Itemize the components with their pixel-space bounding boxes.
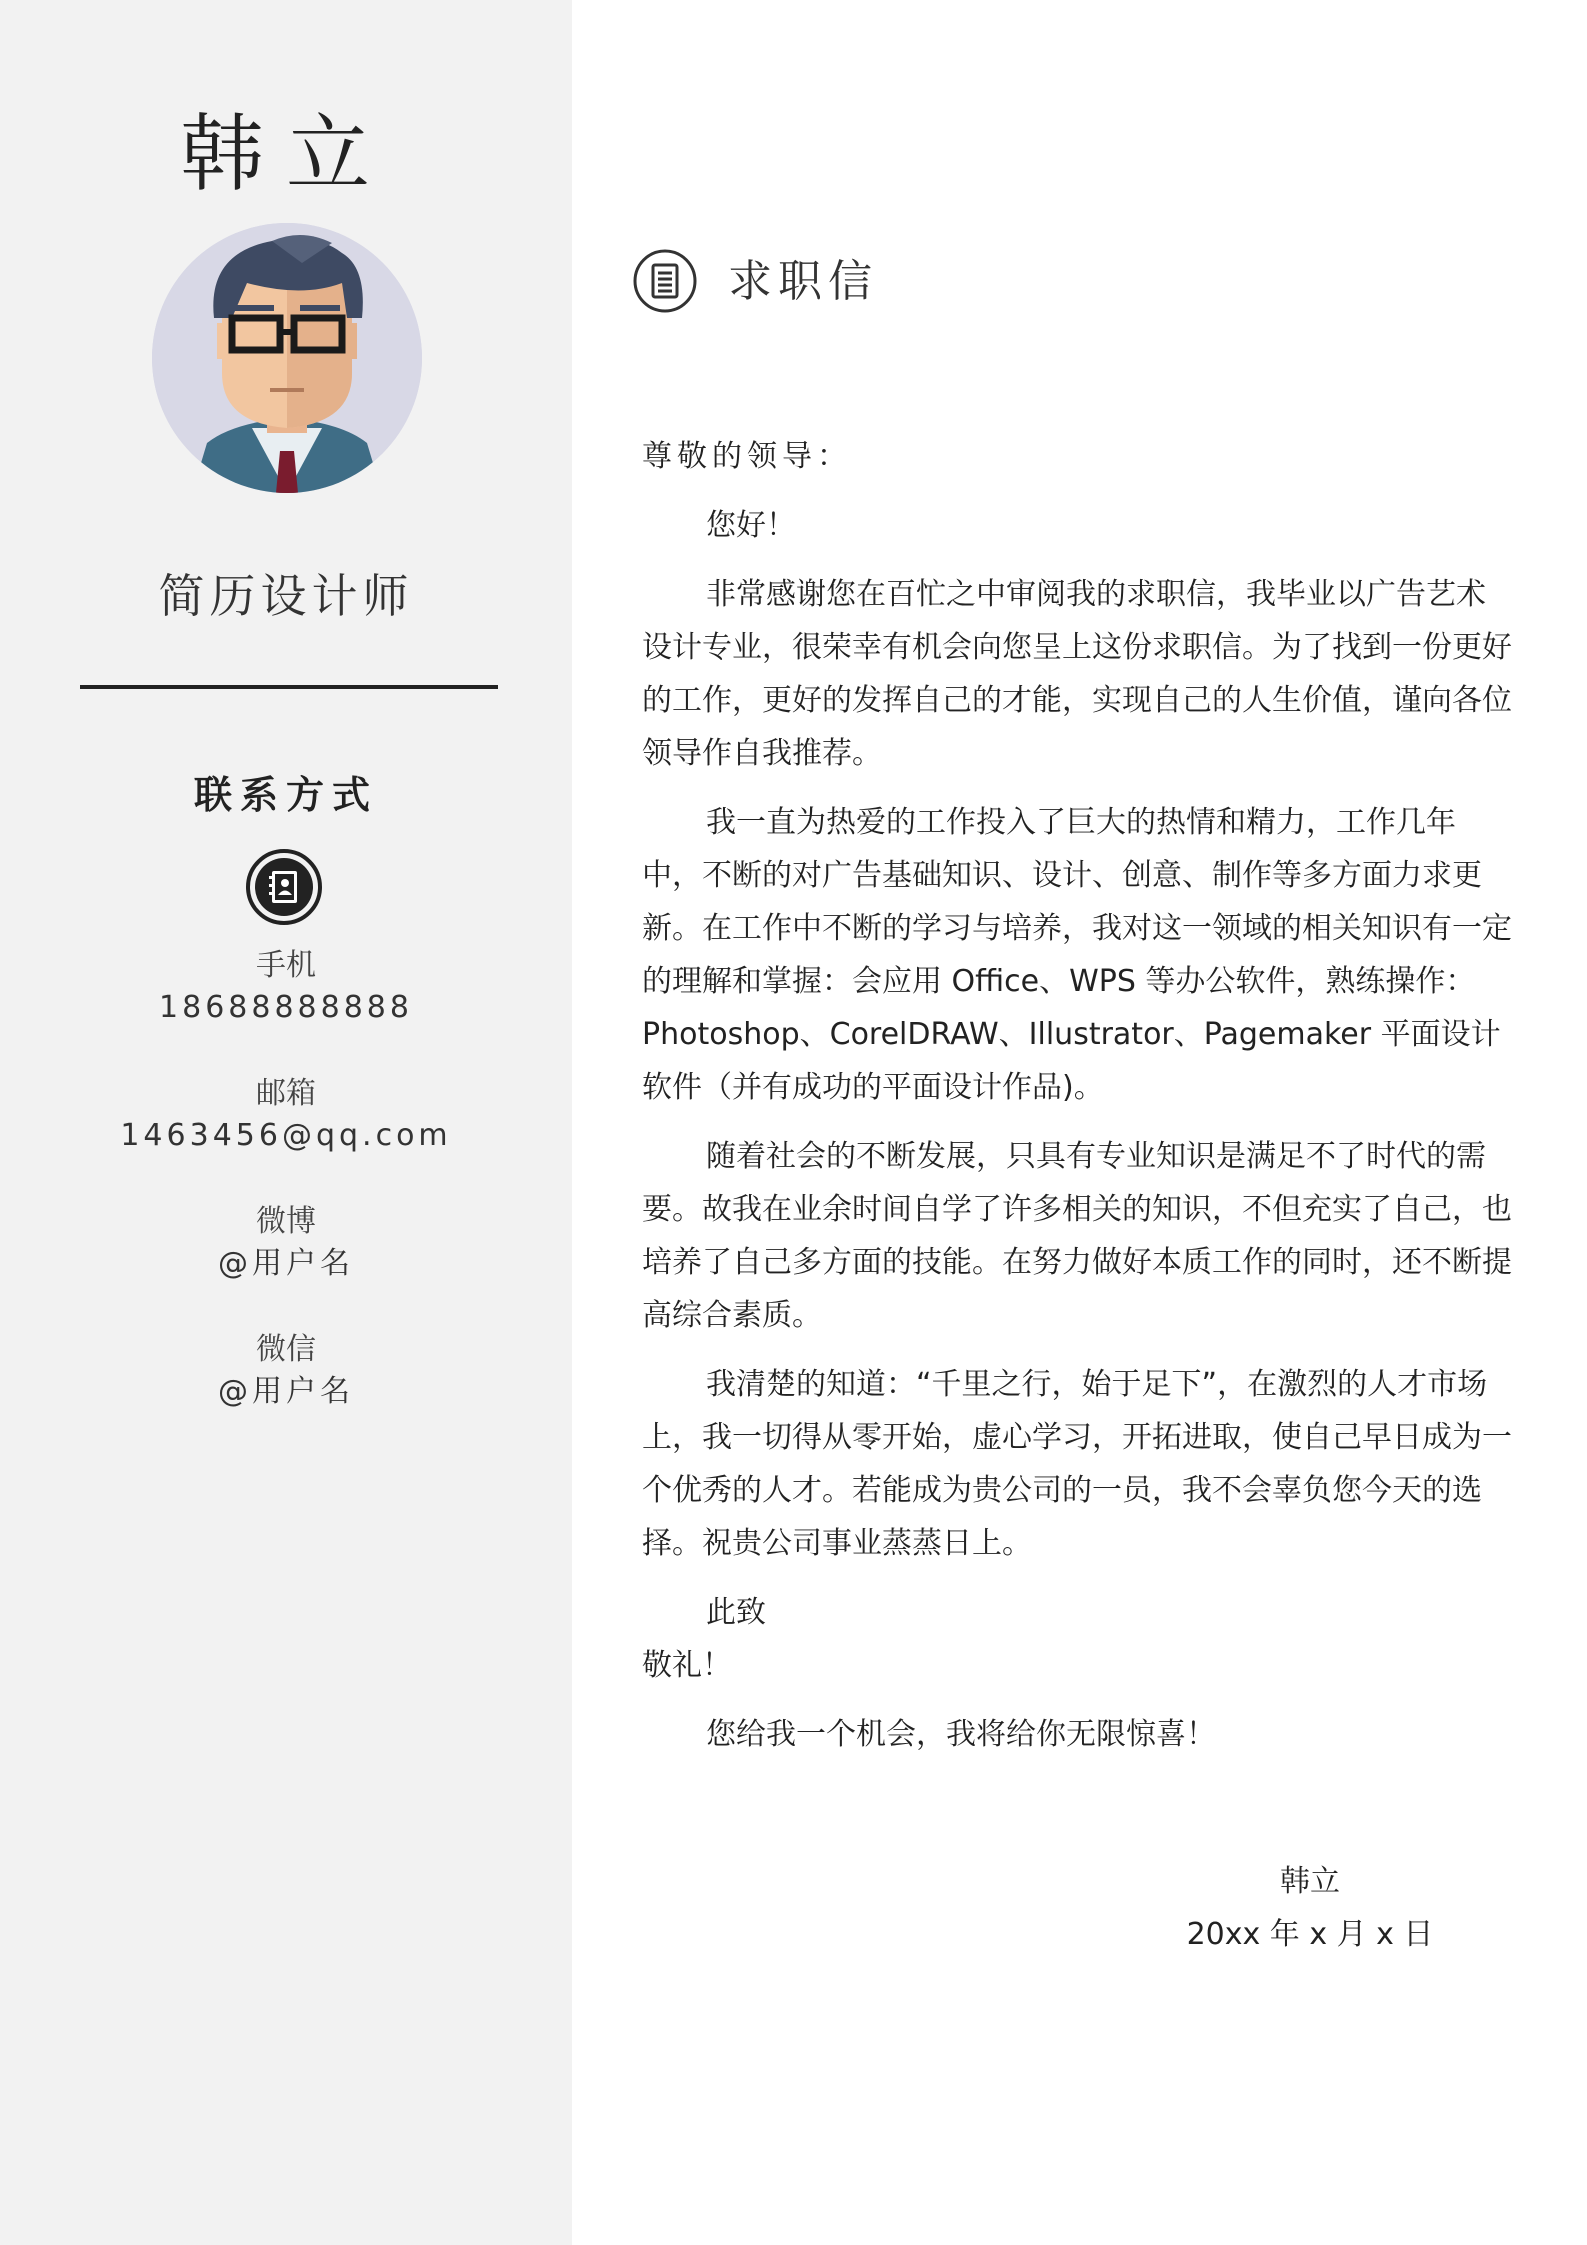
wechat-label: 微信: [256, 1332, 316, 1367]
weibo-label: 微博: [256, 1204, 316, 1239]
avatar: [152, 223, 422, 493]
contact-book-icon: [245, 848, 323, 926]
signature-date: 20xx 年 x 月 x 日: [1186, 1917, 1434, 1952]
salutation: 尊敬的领导：: [642, 439, 852, 474]
letter-paragraph: 我清楚的知道：“千里之行，始于足下”，在激烈的人才市场上，我一切得从零开始，虚心学习，开拓进取，使自己早日成为一个优秀的人才。若能成为贵公司的一员，我不会辜负您今天的选择。祝贵公司事业蒸蒸日上。: [642, 1367, 1512, 1561]
divider: [80, 685, 498, 689]
email-label: 邮箱: [256, 1076, 316, 1111]
closing-line-1: 此致: [706, 1595, 766, 1630]
letter-paragraph: 随着社会的不断发展，只具有专业知识是满足不了时代的需要。故我在业余时间自学了许多相关的知识，不但充实了自己，也培养了自己多方面的技能。在努力做好本质工作的同时，还不断提高综合素质。: [642, 1139, 1512, 1333]
contact-wechat: [0, 1329, 572, 1413]
closing-line-2: 敬礼！: [642, 1648, 732, 1683]
closing-note: 您给我一个机会，我将给你无限惊喜！: [706, 1717, 1216, 1752]
contact-phone: [0, 945, 572, 1029]
contact-section-title: 联系方式: [193, 773, 378, 817]
signature-name: 韩立: [1280, 1864, 1340, 1899]
contact-weibo: [0, 1201, 572, 1285]
phone-label: 手机: [256, 948, 316, 983]
candidate-name: 韩立: [179, 105, 392, 203]
wechat-value: @用户名: [218, 1374, 354, 1409]
cover-letter-body: [642, 430, 1512, 1777]
sidebar: [0, 0, 572, 2245]
weibo-value: @用户名: [218, 1246, 354, 1281]
email-value: 1463456@qq.com: [120, 1118, 452, 1153]
job-title: 简历设计师: [158, 569, 414, 623]
document-icon: [632, 248, 698, 314]
phone-value: 18688888888: [159, 990, 413, 1025]
letter-paragraph: 我一直为热爱的工作投入了巨大的热情和精力，工作几年中，不断的对广告基础知识、设计、创意、制作等多方面力求更新。在工作中不断的学习与培养，我对这一领域的相关知识有一定的理解和掌握：会应用 Office、WPS 等办公软件，熟练操作：Photoshop、CorelDRAW、Illustrator、Pagemaker 平面设计软件（并有成功的平面设计作品)。: [642, 805, 1512, 1105]
contact-email: [0, 1073, 572, 1157]
avatar-illustration: [152, 223, 422, 493]
greeting: 您好！: [706, 508, 796, 543]
page-title: 求职信: [728, 256, 878, 307]
letter-paragraph: 非常感谢您在百忙之中审阅我的求职信，我毕业以广告艺术设计专业，很荣幸有机会向您呈上这份求职信。为了找到一份更好的工作，更好的发挥自己的才能，实现自己的人生价值，谨向各位领导作自我推荐。: [642, 577, 1512, 771]
